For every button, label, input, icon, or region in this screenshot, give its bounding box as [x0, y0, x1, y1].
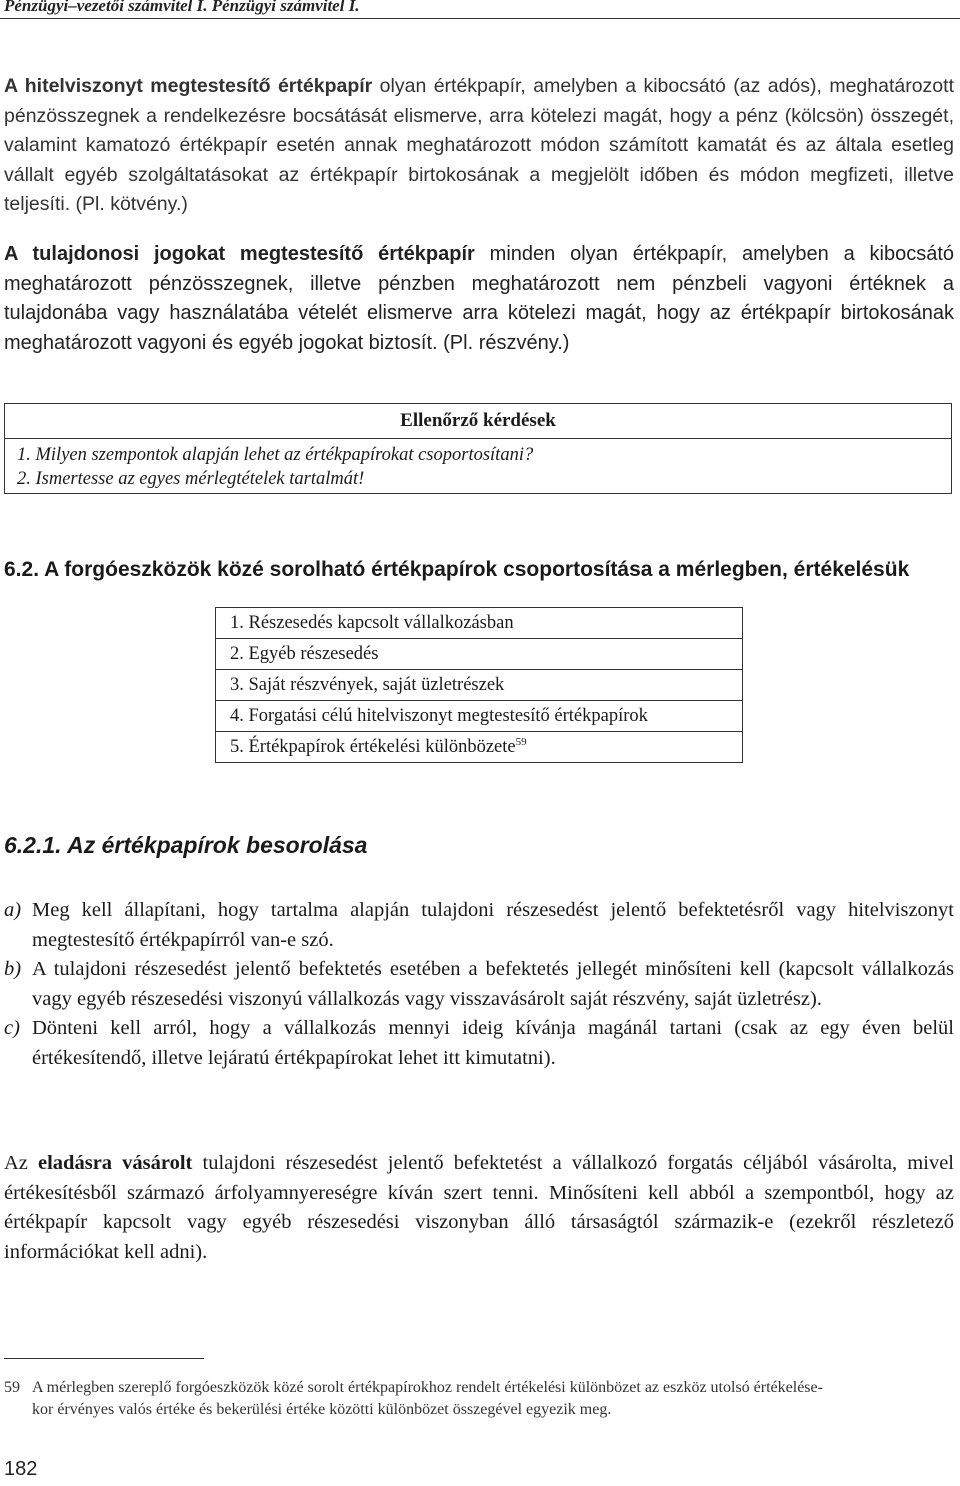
term-equity-security: A tulajdonosi jogokat megtestesítő értékpapír	[4, 243, 475, 265]
review-title: Ellenőrző kérdések	[5, 404, 951, 439]
review-questions-box	[4, 403, 952, 494]
running-header: Pénzügyi–vezetői számvitel I. Pénzügyi számvitel I.	[4, 0, 360, 15]
footnote	[4, 1377, 954, 1421]
table-row	[216, 701, 743, 732]
page-number: 182	[4, 1458, 38, 1480]
paragraph-text: tulajdoni részesedést jelentő befektetést a vállalkozó forgatás céljából vásárolta, mivel értékesítésből származó árfolyamnyereségre kíván szert tenni. Minősíteni kell abból a szempontból, hogy az értékpapír kapcsolt vagy egyéb részesedési viszonyban álló társaságtól származik-e (ezekről részletező információkat kell adni).	[4, 1152, 954, 1263]
balance-items-table	[215, 607, 743, 763]
paragraph-text: minden olyan értékpapír, amelyben a kibocsátó meghatározott pénzösszegnek, illetve pénzben meghatározott nem pénzbeli vagyoni értéknek a tulajdonába vagy használatába vételét elismerve arra kötelezi magát, hogy az értékpapír birtokosának meghatározott vagyoni és egyéb jogokat biztosít. (Pl. részvény.)	[4, 243, 955, 354]
footnote-rule	[4, 1358, 204, 1359]
term-held-for-trading: eladásra vásárolt	[38, 1152, 193, 1174]
paragraph-debt-securities	[4, 72, 954, 220]
list-item-label: c)	[4, 1017, 20, 1039]
footnote-number: 59	[4, 1379, 20, 1396]
table-cell: 3. Saját részvények, saját üzletrészek	[216, 670, 743, 701]
table-cell-text: 5. Értékpapírok értékelési különbözete	[230, 737, 516, 758]
footnote-text: A mérlegben szereplő forgóeszközök közé sorolt értékpapírokhoz rendelt értékelési különbözet az eszköz utolsó értékelése-	[32, 1379, 823, 1396]
section-title: 6.2. A forgóeszközök közé sorolható értékpapírok csoportosítása a mérlegben, értékelésük	[4, 558, 910, 581]
term-debt-security: A hitelviszonyt megtestesítő értékpapír	[4, 75, 373, 97]
list-item	[4, 896, 954, 955]
paragraph-equity-securities	[4, 240, 954, 358]
table-cell: 4. Forgatási célú hitelviszonyt megtestesítő értékpapírok	[216, 701, 743, 732]
list-item-label: b)	[4, 958, 22, 980]
table-row	[216, 670, 743, 701]
list-item	[4, 1014, 954, 1073]
list-item-label: a)	[4, 899, 22, 921]
table-row	[216, 608, 743, 639]
paragraph-text: olyan értékpapír, amelyben a kibocsátó (az adós), meghatározott pénzösszegnek a rendelkezésre bocsátását elismerve, arra kötelezi magát, hogy a pénz (kölcsön) összegét, valamint kamatozó értékpapír esetén annak meghatározott módon számított kamatát és az általa esetleg vállalt egyéb szolgáltatásokat az értékpapír birtokosának a megjelölt időben és módon megfizeti, illetve teljesíti. (Pl. kötvény.)	[4, 75, 954, 215]
subsection-title: 6.2.1. Az értékpapírok besorolása	[4, 832, 368, 858]
table-cell	[216, 732, 743, 763]
footnote-line	[4, 1377, 954, 1399]
list-item-text: Dönteni kell arról, hogy a vállalkozás mennyi ideig kívánja magánál tartani (csak az egy éven belül értékesítendő, illetve lejáratú értékpapírokat lehet itt kimutatni).	[32, 1017, 954, 1069]
table-cell: 2. Egyéb részesedés	[216, 639, 743, 670]
list-item	[4, 955, 954, 1014]
table-row	[216, 639, 743, 670]
review-question-list	[5, 439, 951, 493]
table-cell: 1. Részesedés kapcsolt vállalkozásban	[216, 608, 743, 639]
review-question: 2. Ismertesse az egyes mérlegtételek tartalmát!	[17, 469, 365, 489]
footnote-text: kor érvényes valós értéke és bekerülési értéke közötti különbözet összegével egyezik meg.	[32, 1401, 612, 1418]
footnote-ref[interactable]: 59	[515, 735, 527, 748]
list-item-text: Meg kell állapítani, hogy tartalma alapján tulajdoni részesedést jelentő befektetésről vagy hitelviszonyt megtestesítő értékpapírról van-e szó.	[32, 899, 954, 951]
table-row	[216, 732, 743, 763]
paragraph-text: Az	[4, 1152, 39, 1174]
paragraph-trading-securities	[4, 1149, 954, 1267]
classification-list	[4, 896, 954, 1073]
list-item-text: A tulajdoni részesedést jelentő befektetés esetében a befektetés jellegét minősíteni kell (kapcsolt vállalkozás vagy egyéb részesedési viszonyú vállalkozás vagy visszavásárolt saját részvény, saját üzletrész).	[32, 958, 954, 1010]
header-rule	[0, 18, 960, 19]
review-question: 1. Milyen szempontok alapján lehet az értékpapírokat csoportosítani?	[17, 445, 534, 465]
